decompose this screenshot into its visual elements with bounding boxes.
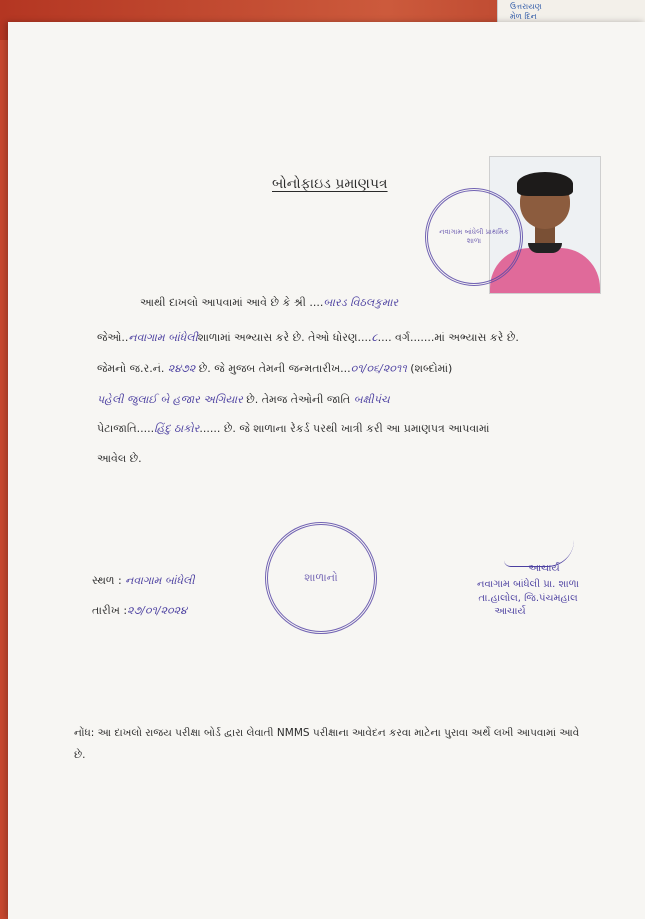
school-name: નવાગામ બાંધેલી [128, 331, 198, 344]
birth-date: ૦૧/૦૬/૨૦૧૧ [350, 362, 407, 375]
caste: બક્ષીપંચ [353, 393, 390, 406]
line2-mid: શાળામાં અભ્યાસ કરે છે. તેઓ ધોરણ.... [197, 331, 372, 344]
place-value: નવાગામ બાંધેલી [125, 574, 195, 587]
line6-text: આવેલ છે. [97, 452, 142, 465]
line3-mid: છે. જે મુજબ તેમની જન્મતારીખ... [198, 362, 351, 375]
document-title: બોનોફાઇડ પ્રમાણપત્ર [272, 176, 388, 192]
line4-mid: છે. તેમજ તેઓની જાતિ [246, 393, 351, 406]
date-value: ૨૭/૦૧/૨૦૨૪ [127, 604, 187, 617]
corner-label: ઉત્તરાયણ મેળ દિન [510, 2, 542, 21]
school-stamp-bottom [265, 522, 377, 634]
footer-note: નોંધ: આ દાખલો રાજય પરીક્ષા બોર્ડ દ્વારા લેવાતી NMMS પરીક્ષાના આવેદન કરવા માટેના પુરાવા અર્થે લખી આપવામાં આવે છે. [74, 727, 580, 761]
photo-collar [528, 243, 562, 253]
line2-prefix: જેઓ.. [97, 331, 129, 344]
school-line: નવાગામ બાંધેલી પ્રા. શાળા [477, 579, 579, 590]
line3-prefix: જેમનો જ.ર.નં. [97, 362, 165, 375]
register-number: ૨૪૭૨ [167, 362, 196, 375]
photo-hair [517, 172, 573, 196]
date-row [92, 604, 187, 618]
line-2 [97, 331, 519, 345]
student-name: બારડ વિઠલકુમાર [323, 296, 399, 309]
stamp-top-text: નવાગામ બાંધેલી પ્રાથમિક શાળા [439, 228, 509, 245]
line3-suffix: (શબ્દોમાં) [410, 362, 453, 375]
taluka-line: તા.હાલોલ, જિ.પંચમહાલ [478, 593, 578, 604]
principal-title-2: આચાર્ય [494, 606, 526, 617]
line-6 [97, 452, 142, 466]
date-label: તારીખ : [92, 604, 128, 617]
school-stamp-top [425, 188, 523, 286]
line-5 [97, 422, 489, 436]
place-label: સ્થળ : [92, 574, 122, 587]
standard: ૮ [371, 331, 378, 344]
birth-date-words: પહેલી જુલાઈ બે હજાર અગિયાર [97, 393, 243, 406]
place-row [92, 574, 195, 588]
line-3 [97, 362, 452, 376]
sub-caste: હિંદુ ઠાકોર [154, 422, 200, 435]
principal-title: આચાર્ય [528, 563, 560, 574]
stamp-bottom-text: શાળાનો [304, 571, 338, 584]
line5-suffix: ...... છે. જે શાળાના રેકર્ડ પરથી ખાત્રી કરી આ પ્રમાણપત્ર આપવામાં [199, 422, 490, 435]
line5-prefix: પેટાજાતિ..... [97, 422, 155, 435]
line2-suffix: .... વર્ગ.......માં અભ્યાસ કરે છે. [377, 331, 519, 344]
line-4 [97, 393, 390, 407]
line1-prefix: આથી દાખલો આપવામાં આવે છે કે શ્રી .... [140, 296, 324, 309]
line-1 [140, 296, 398, 310]
